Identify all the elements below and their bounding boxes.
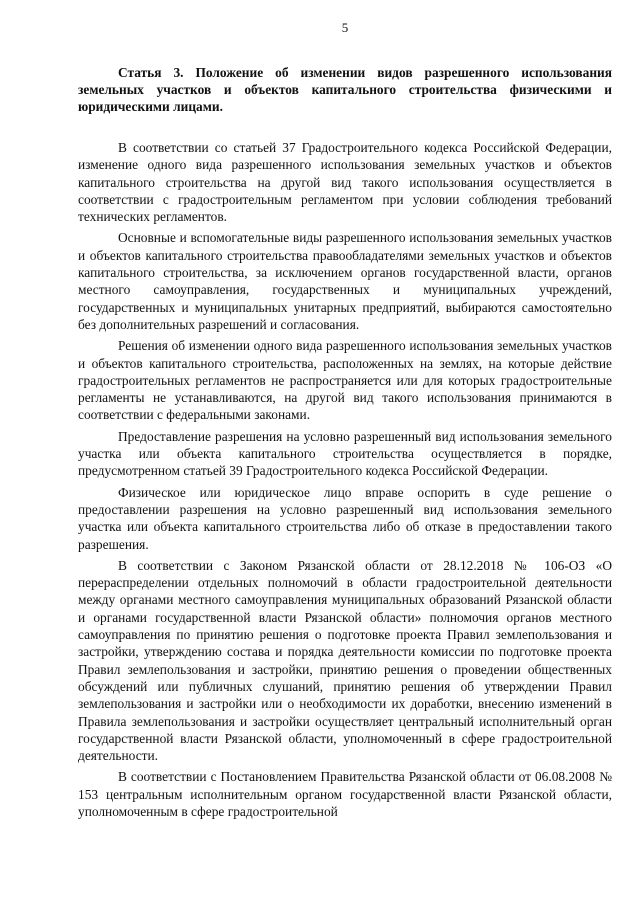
document-page [78,20,612,824]
paragraph-7: В соответствии с Постановлением Правительства Рязанской области от 06.08.2008 № 153 центральным исполнительным органом государственной власти Рязанской области, уполномоченным в сфере градостроительной [78,769,612,819]
paragraph-3: Решения об изменении одного вида разрешенного использования земельных участков и объектов капитального строительства, расположенных на землях, на которые действие градостроительных регламентов не распространяется или для которых градостроительные регламенты не устанавливаются, на другой вид такого использования принимаются в соответствии с федеральными законами. [78,338,612,423]
paragraph-1: В соответствии со статьей 37 Градостроительного кодекса Российской Федерации, изменение одного вида разрешенного использования земельных участков и объектов капитального строительства на другой вид такого использования осуществляется в соответствии с градостроительным регламентом при условии соблюдения требований технических регламентов. [78,140,612,225]
article-title: Статья 3. Положение об изменении видов разрешенного использования земельных участков и объектов капитального строительства физическими и юридическими лицами. [78,65,612,114]
paragraph-6: В соответствии с Законом Рязанской области от 28.12.2018 № 106-ОЗ «О перераспределении отдельных полномочий в области градостроительной деятельности между органами местного самоуправления муниципальных образований Рязанской области и органами государственной власти Рязанской области» полномочия органов местного самоуправления по принятию решения о подготовке проекта Правил землепользования и застройки, утверждению состава и порядка деятельности комиссии по подготовке проекта Правил землепользования и застройки, принятию решения о проведении общественных обсуждений или публичных слушаний, принятию решения об утверждении Правил землепользования и застройки или о необходимости их доработки, внесению изменений в Правила землепользования и застройки осуществляет центральный исполнительный орган государственной власти Рязанской области, уполномоченный в сфере градостроительной деятельности. [78,557,612,764]
paragraph-2: Основные и вспомогательные виды разрешенного использования земельных участков и объектов капитального строительства правообладателями земельных участков и объектов капитального строительства, за исключением органов государственной власти, органов местного самоуправления, государственных и муниципальных учреждений, государственных и муниципальных унитарных предприятий, выбираются самостоятельно без дополнительных разрешений и согласования. [78,230,612,332]
paragraph-5: Физическое или юридическое лицо вправе оспорить в суде решение о предоставлении разрешения на условно разрешенный вид использования земельного участка или объекта капитального строительства либо об отказе в предоставлении такого разрешения. [78,484,612,552]
paragraph-4: Предоставление разрешения на условно разрешенный вид использования земельного участка или объекта капитального строительства осуществляется в порядке, предусмотренном статьей 39 Градостроительного кодекса Российской Федерации. [78,428,612,479]
page-number: 5 [341,20,349,35]
